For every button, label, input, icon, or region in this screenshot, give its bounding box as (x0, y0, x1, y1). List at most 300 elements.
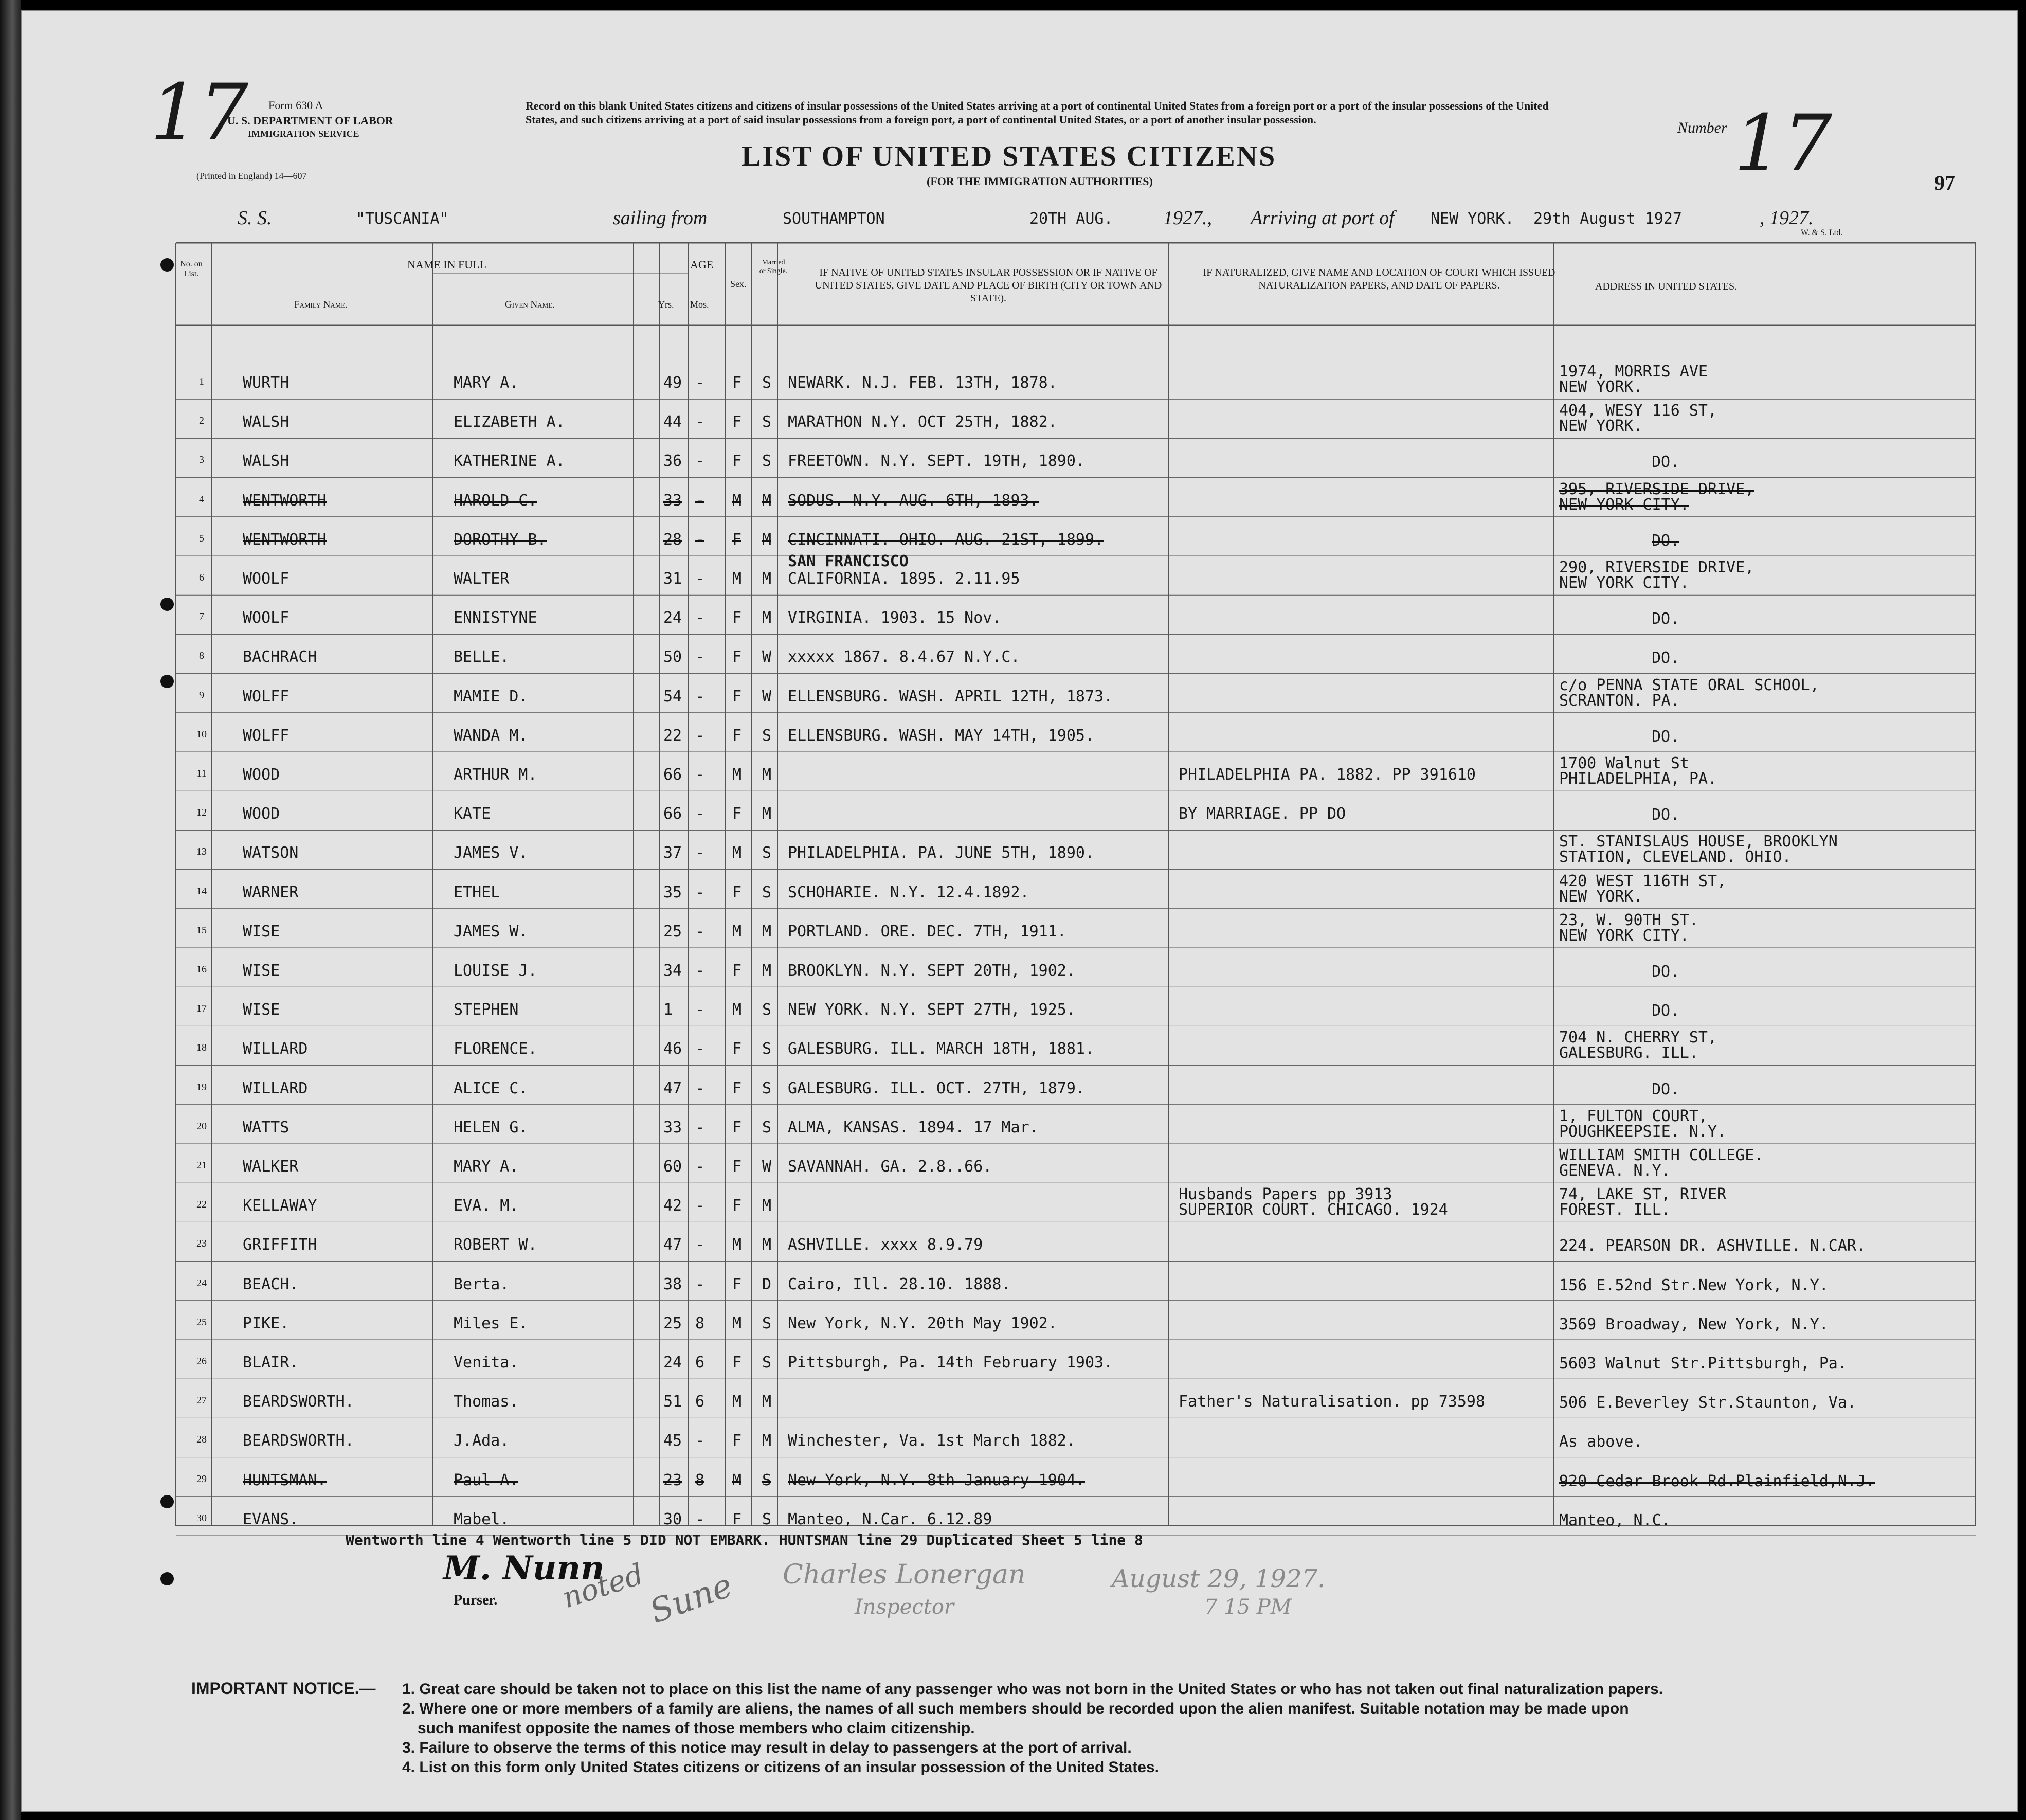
table-row (22, 518, 2017, 557)
cell-addr1: c/o PENNA STATE ORAL SCHOOL, (1559, 676, 1819, 694)
cell-yrs: 36 (663, 452, 682, 471)
cell-ms: M (762, 609, 772, 627)
cell-given: MAMIE D. (454, 687, 528, 706)
table-row (22, 675, 2017, 714)
table-row (22, 1145, 2017, 1184)
cell-family: HUNTSMAN. (243, 1471, 327, 1489)
cell-no: 18 (196, 1042, 207, 1054)
table-row (22, 479, 2017, 518)
cell-birth: SCHOHARIE. N.Y. 12.4.1892. (788, 883, 1029, 902)
cell-given: FLORENCE. (454, 1040, 537, 1058)
cell-addr1: 1700 Walnut St (1559, 754, 1689, 772)
cell-addr2: DO. (1652, 806, 1680, 824)
cell-family: WOOLF (243, 609, 290, 627)
col-sex: Sex. (730, 279, 747, 289)
cell-ms: M (762, 922, 772, 941)
cell-yrs: 42 (663, 1197, 682, 1215)
cell-family: BEARDSWORTH. (243, 1432, 354, 1450)
printed-note: (Printed in England) 14—607 (196, 171, 307, 181)
cell-no: 2 (199, 415, 204, 427)
cell-mos: - (695, 530, 705, 549)
cell-no: 17 (196, 1003, 207, 1015)
cell-mos: - (695, 1118, 705, 1137)
table-row (22, 1380, 2017, 1419)
cell-given: ALICE C. (454, 1079, 528, 1097)
cell-birth: CINCINNATI. OHIO. AUG. 21ST, 1899. (788, 530, 1104, 549)
table-row (22, 1419, 2017, 1458)
cell-sex: F (732, 1040, 742, 1058)
cell-birth: VIRGINIA. 1903. 15 Nov. (788, 609, 1002, 627)
cell-family: KELLAWAY (243, 1197, 317, 1215)
cell-no: 3 (199, 454, 204, 466)
cell-ms: S (762, 1079, 772, 1097)
cell-family: GRIFFITH (243, 1236, 317, 1254)
cell-addr2: DO. (1652, 1002, 1680, 1020)
cell-addr1: 704 N. CHERRY ST, (1559, 1029, 1717, 1047)
cell-family: WATSON (243, 844, 299, 862)
cell-family: EVANS. (243, 1510, 299, 1528)
cell-sex: F (732, 1158, 742, 1176)
cell-mos: - (695, 1079, 705, 1097)
table-row (22, 1027, 2017, 1066)
cell-birth: MARATHON N.Y. OCT 25TH, 1882. (788, 413, 1057, 431)
sailing-from: SOUTHAMPTON (783, 210, 885, 228)
cell-ms: S (762, 1510, 772, 1528)
cell-sex: F (732, 609, 742, 627)
col-birth: IF NATIVE OF UNITED STATES INSULAR POSSESSION OR IF NATIVE OF UNITED STATES, GIVE DATE AND PLACE OF BIRTH (CITY OR TOWN AND STATE). (815, 267, 1162, 304)
cell-mos: - (695, 648, 705, 666)
col-age: AGE (690, 258, 714, 271)
table-row (22, 753, 2017, 792)
cell-ms: M (762, 491, 772, 510)
form-number: Form 630 A (268, 99, 323, 112)
cell-given: WALTER (454, 570, 510, 588)
cell-no: 11 (196, 768, 207, 779)
table-row (22, 439, 2017, 478)
table-row (22, 1302, 2017, 1341)
cell-yrs: 35 (663, 883, 682, 902)
cell-addr1: 1974, MORRIS AVE (1559, 363, 1708, 381)
cell-yrs: 31 (663, 570, 682, 588)
cell-family: WOOD (243, 805, 280, 823)
cell-yrs: 34 (663, 962, 682, 980)
cell-no: 19 (196, 1081, 207, 1093)
cell-birth: NEW YORK. N.Y. SEPT 27TH, 1925. (788, 1001, 1076, 1019)
cell-given: STEPHEN (454, 1001, 519, 1019)
number-label: Number (1677, 119, 1727, 136)
cell-sex: M (732, 1393, 742, 1411)
cell-no: 6 (199, 572, 204, 583)
cell-addr2: DO. (1652, 610, 1680, 628)
cell-sex: F (732, 962, 742, 980)
table-row (22, 1067, 2017, 1106)
cell-addr2: 506 E.Beverley Str.Staunton, Va. (1559, 1394, 1856, 1412)
sailing-from-label: sailing from (613, 207, 708, 229)
cell-yrs: 25 (663, 1314, 682, 1332)
cell-sex: M (732, 1236, 742, 1254)
cell-addr2: POUGHKEEPSIE. N.Y. (1559, 1122, 1727, 1141)
arrival-year: , 1927. (1760, 207, 1814, 229)
sheet-number-left: 17 (150, 68, 248, 157)
cell-no: 12 (196, 807, 207, 819)
cell-no: 10 (196, 728, 207, 740)
cell-given: ETHEL (454, 883, 500, 902)
cell-mos: - (695, 687, 705, 706)
cell-family: WISE (243, 962, 280, 980)
cell-family: WOLFF (243, 687, 290, 706)
cell-ms: S (762, 726, 772, 745)
cell-yrs: 37 (663, 844, 682, 862)
cell-no: 8 (199, 650, 204, 662)
cell-no: 21 (196, 1160, 207, 1171)
cell-family: WISE (243, 922, 280, 941)
purser-signature: M. Nunn (443, 1549, 605, 1588)
cell-mos: - (695, 922, 705, 941)
printer: W. & S. Ltd. (1801, 228, 1843, 237)
cell-addr2: FOREST. ILL. (1559, 1201, 1671, 1219)
cell-given: Mabel. (454, 1510, 510, 1528)
cell-yrs: 30 (663, 1510, 682, 1528)
cell-yrs: 23 (663, 1471, 682, 1489)
cell-mos: - (695, 1158, 705, 1176)
col-married-single: Married or Single. (759, 259, 788, 275)
cell-mos: - (695, 1275, 705, 1293)
cell-ms: M (762, 1393, 772, 1411)
cell-given: ENNISTYNE (454, 609, 537, 627)
cell-no: 4 (199, 493, 204, 505)
cell-mos: - (695, 374, 705, 392)
cell-sex: M (732, 1314, 742, 1332)
cell-sex: F (732, 1275, 742, 1293)
cell-mos: - (695, 413, 705, 431)
cell-given: LOUISE J. (454, 962, 537, 980)
cell-birth: CALIFORNIA. 1895. 2.11.95 (788, 570, 1020, 588)
cell-no: 25 (196, 1316, 207, 1328)
cell-birth: Winchester, Va. 1st March 1882. (788, 1432, 1076, 1450)
cell-no: 27 (196, 1395, 207, 1407)
time-stamp: 7 15 PM (1204, 1595, 1292, 1619)
sail-year: 1927., (1163, 207, 1212, 229)
cell-sex: F (732, 726, 742, 745)
cell-addr2: NEW YORK CITY. (1559, 574, 1689, 592)
cell-birth: xxxxx 1867. 8.4.67 N.Y.C. (788, 648, 1020, 666)
table-row (22, 871, 2017, 910)
cell-given: ROBERT W. (454, 1236, 537, 1254)
cell-no: 20 (196, 1120, 207, 1132)
cell-nat: Husbands Papers pp 3913 (1179, 1185, 1392, 1204)
cell-nat-2: SUPERIOR COURT. CHICAGO. 1924 (1179, 1201, 1448, 1219)
cell-ms: S (762, 844, 772, 862)
cell-given: BELLE. (454, 648, 510, 666)
cell-addr2: SCRANTON. PA. (1559, 691, 1680, 710)
col-no: No. on List. (180, 260, 203, 278)
cell-ms: M (762, 570, 772, 588)
cell-sex: M (732, 922, 742, 941)
form-title: LIST OF UNITED STATES CITIZENS (741, 140, 1277, 172)
cell-no: 9 (199, 689, 204, 701)
notice-item-2-continued: such manifest opposite the names of those members who claim citizenship. (418, 1720, 975, 1737)
cell-given: WANDA M. (454, 726, 528, 745)
footer-note: Wentworth line 4 Wentworth line 5 DID NOT EMBARK. HUNTSMAN line 29 Duplicated Sheet 5 line 8 (346, 1531, 1143, 1548)
cell-yrs: 22 (663, 726, 682, 745)
cell-ms: M (762, 530, 772, 549)
cell-ms: M (762, 1432, 772, 1450)
arrival-port: NEW YORK. (1431, 210, 1514, 228)
cell-addr2: 3569 Broadway, New York, N.Y. (1559, 1315, 1829, 1334)
cell-birth: Pittsburgh, Pa. 14th February 1903. (788, 1354, 1113, 1372)
notice-item-3: 3. Failure to observe the terms of this notice may result in delay to passengers at the port of arrival. (402, 1739, 1132, 1756)
col-given-name: Given Name. (505, 299, 555, 310)
cell-mos: - (695, 766, 705, 784)
cell-yrs: 25 (663, 922, 682, 941)
cell-sex: M (732, 844, 742, 862)
cell-yrs: 47 (663, 1236, 682, 1254)
cell-addr2: DO. (1652, 453, 1680, 472)
cell-addr1: ST. STANISLAUS HOUSE, BROOKLYN (1559, 833, 1838, 851)
cell-birth: Manteo, N.Car. 6.12.89 (788, 1510, 992, 1528)
inspector-name: Charles Lonergan (783, 1559, 1026, 1590)
cell-given: Berta. (454, 1275, 510, 1293)
table-row (22, 400, 2017, 439)
cell-ms: S (762, 1001, 772, 1019)
cell-sex: F (732, 648, 742, 666)
cell-sex: F (732, 530, 742, 549)
inspector-initials-signature: Sune (645, 1566, 737, 1631)
cell-given: HELEN G. (454, 1118, 528, 1137)
cell-yrs: 49 (663, 374, 682, 392)
cell-yrs: 44 (663, 413, 682, 431)
cell-ms: M (762, 1197, 772, 1215)
cell-sex: F (732, 1510, 742, 1528)
cell-ms: S (762, 413, 772, 431)
col-address: ADDRESS IN UNITED STATES. (1595, 281, 1738, 292)
cell-ms: S (762, 1471, 772, 1489)
cell-birth: GALESBURG. ILL. OCT. 27TH, 1879. (788, 1079, 1085, 1097)
cell-no: 16 (196, 964, 207, 975)
table-row (22, 792, 2017, 831)
table-row (22, 552, 2017, 596)
cell-sex: F (732, 452, 742, 471)
cell-no: 30 (196, 1512, 207, 1524)
cell-yrs: 60 (663, 1158, 682, 1176)
cell-mos: - (695, 1236, 705, 1254)
cell-family: BEARDSWORTH. (243, 1393, 354, 1411)
cell-given: JAMES V. (454, 844, 528, 862)
cell-family: WALSH (243, 413, 290, 431)
cell-ms: S (762, 1040, 772, 1058)
cell-mos: - (695, 1040, 705, 1058)
cell-ms: S (762, 374, 772, 392)
cell-birth: Cairo, Ill. 28.10. 1888. (788, 1275, 1011, 1293)
col-mos: Mos. (690, 299, 709, 310)
cell-mos: - (695, 962, 705, 980)
cell-addr1: 74, LAKE ST, RIVER (1559, 1185, 1727, 1204)
cell-given: KATE (454, 805, 491, 823)
cell-given: Venita. (454, 1354, 519, 1372)
cell-mos: - (695, 1510, 705, 1528)
form-subtitle: (FOR THE IMMIGRATION AUTHORITIES) (927, 175, 1153, 188)
cell-no: 5 (199, 532, 204, 544)
cell-family: BEACH. (243, 1275, 299, 1293)
cell-birth: ELLENSBURG. WASH. MAY 14TH, 1905. (788, 726, 1095, 745)
cell-birth: New York, N.Y. 8th January 1904. (788, 1471, 1085, 1489)
department: U. S. DEPARTMENT OF LABOR (227, 114, 393, 127)
cell-family: WALKER (243, 1158, 299, 1176)
cell-family: WENTWORTH (243, 530, 327, 549)
cell-given: JAMES W. (454, 922, 528, 941)
cell-yrs: 45 (663, 1432, 682, 1450)
cell-ms: S (762, 1118, 772, 1137)
cell-no: 24 (196, 1277, 207, 1289)
number-value: 17 (1734, 99, 1832, 188)
cell-addr1: 395, RIVERSIDE DRIVE, (1559, 480, 1754, 498)
cell-nat: PHILADELPHIA PA. 1882. PP 391610 (1179, 766, 1476, 784)
cell-family: BACHRACH (243, 648, 317, 666)
cell-yrs: 66 (663, 805, 682, 823)
cell-addr2: DO. (1652, 531, 1680, 550)
cell-addr2: GENEVA. N.Y. (1559, 1162, 1671, 1180)
cell-birth: SODUS. N.Y. AUG. 6TH, 1893. (788, 491, 1039, 510)
cell-addr2: Manteo, N.C. (1559, 1511, 1671, 1529)
notice-item-2: 2. Where one or more members of a family are aliens, the names of all such members should be recorded upon the alien manifest. Suitable notation may be made upon (402, 1700, 1629, 1717)
cell-birth: PHILADELPHIA. PA. JUNE 5TH, 1890. (788, 844, 1095, 862)
col-family-name: Family Name. (294, 299, 348, 310)
cell-given: KATHERINE A. (454, 452, 565, 471)
cell-birth: New York, N.Y. 20th May 1902. (788, 1314, 1057, 1332)
cell-addr2: 920 Cedar Brook Rd.Plainfield,N.J. (1559, 1472, 1875, 1490)
cell-addr1: 23, W. 90TH ST. (1559, 911, 1698, 929)
cell-yrs: 54 (663, 687, 682, 706)
cell-sex: M (732, 766, 742, 784)
cell-yrs: 38 (663, 1275, 682, 1293)
cell-birth: SAVANNAH. GA. 2.8..66. (788, 1158, 992, 1176)
cell-yrs: 47 (663, 1079, 682, 1097)
cell-nat: Father's Naturalisation. pp 73598 (1179, 1393, 1486, 1411)
cell-ms: W (762, 648, 772, 666)
cell-addr2: PHILADELPHIA, PA. (1559, 770, 1717, 788)
cell-family: WILLARD (243, 1040, 308, 1058)
cell-addr2: 224. PEARSON DR. ASHVILLE. N.CAR. (1559, 1237, 1866, 1255)
cell-ms: S (762, 452, 772, 471)
cell-mos: - (695, 1197, 705, 1215)
table-row (22, 1223, 2017, 1262)
ss-label: S. S. (238, 207, 272, 229)
cell-family: WURTH (243, 374, 290, 392)
cell-family: WILLARD (243, 1079, 308, 1097)
binding-edge (0, 0, 21, 1820)
cell-sex: M (732, 1001, 742, 1019)
cell-birth: ALMA, KANSAS. 1894. 17 Mar. (788, 1118, 1039, 1137)
cell-mos: - (695, 883, 705, 902)
table-row (22, 988, 2017, 1027)
cell-mos: - (695, 1432, 705, 1450)
table-row (22, 1184, 2017, 1223)
inspector-date: August 29, 1927. (1112, 1564, 1326, 1593)
cell-no: 7 (199, 611, 204, 623)
cell-no: 23 (196, 1238, 207, 1250)
col-yrs: Yrs. (658, 299, 674, 310)
cell-given: J.Ada. (454, 1432, 510, 1450)
cell-addr1: 420 WEST 116TH ST, (1559, 872, 1727, 890)
cell-sex: F (732, 1197, 742, 1215)
cell-yrs: 33 (663, 491, 682, 510)
notice-item-1: 1. Great care should be taken not to place on this list the name of any passenger who was not born in the United States or who has not taken out final naturalization papers. (402, 1681, 1663, 1698)
cell-mos: 8 (695, 1471, 705, 1489)
cell-addr2: NEW YORK. (1559, 887, 1643, 906)
cell-given: ELIZABETH A. (454, 413, 565, 431)
cell-addr2: As above. (1559, 1433, 1643, 1451)
cell-birth: FREETOWN. N.Y. SEPT. 19TH, 1890. (788, 452, 1085, 471)
cell-no: 22 (196, 1199, 207, 1211)
cell-no: 26 (196, 1356, 207, 1367)
notice-item-4: 4. List on this form only United States citizens or citizens of an insular possession of the United States. (402, 1759, 1159, 1776)
purser-label: Purser. (454, 1592, 498, 1608)
cell-addr1: 1, FULTON COURT, (1559, 1107, 1708, 1125)
cell-ms: M (762, 1236, 772, 1254)
arriving-label: Arriving at port of (1251, 207, 1395, 229)
cell-sex: F (732, 413, 742, 431)
record-text: Record on this blank United States citizens and citizens of insular possessions of the United States arriving at a port of continental United States from a foreign port or a port of the insular possessions of the United States, and such citizens arriving at a port of said insular possessions from a foreign port, a port of continental United States, or a port of another insular possession. (526, 99, 1549, 126)
manifest-sheet (21, 10, 2018, 1812)
cell-ms: W (762, 1158, 772, 1176)
cell-sex: F (732, 1079, 742, 1097)
cell-ms: M (762, 766, 772, 784)
cell-mos: - (695, 805, 705, 823)
col-naturalized: IF NATURALIZED, GIVE NAME AND LOCATION OF COURT WHICH ISSUED NATURALIZATION PAPERS, AND DATE OF PAPERS. (1203, 267, 1555, 291)
cell-ms: S (762, 1354, 772, 1372)
table-row (22, 635, 2017, 674)
table-row (22, 1106, 2017, 1145)
cell-sex: F (732, 1354, 742, 1372)
arrival-date: 29th August 1927 (1533, 210, 1682, 228)
cell-addr2: DO. (1652, 649, 1680, 668)
cell-given: DOROTHY B. (454, 530, 547, 549)
service: IMMIGRATION SERVICE (248, 129, 359, 139)
table-row (22, 714, 2017, 753)
cell-yrs: 33 (663, 1118, 682, 1137)
cell-mos: 8 (695, 1314, 705, 1332)
cell-birth: NEWARK. N.J. FEB. 13TH, 1878. (788, 374, 1057, 392)
cell-given: Thomas. (454, 1393, 519, 1411)
cell-family: PIKE. (243, 1314, 290, 1332)
cell-mos: 6 (695, 1354, 705, 1372)
cell-family: BLAIR. (243, 1354, 299, 1372)
cell-given: MARY A. (454, 1158, 519, 1176)
cell-family: WALSH (243, 452, 290, 471)
cell-addr1: 290, RIVERSIDE DRIVE, (1559, 558, 1754, 576)
cell-mos: - (695, 1001, 705, 1019)
cell-birth: PORTLAND. ORE. DEC. 7TH, 1911. (788, 922, 1066, 941)
table-row (22, 949, 2017, 988)
cell-family: WOLFF (243, 726, 290, 745)
cell-addr1: 404, WESY 116 ST, (1559, 402, 1717, 420)
cell-birth-above: SAN FRANCISCO (788, 552, 909, 570)
cell-no: 13 (196, 846, 207, 858)
cell-mos: - (695, 491, 705, 510)
cell-ms: S (762, 883, 772, 902)
table-row (22, 1498, 2017, 1537)
cell-given: MARY A. (454, 374, 519, 392)
cell-sex: M (732, 491, 742, 510)
cell-ms: M (762, 962, 772, 980)
table-row (22, 910, 2017, 949)
cell-no: 1 (199, 376, 204, 387)
cell-family: WARNER (243, 883, 299, 902)
cell-mos: - (695, 570, 705, 588)
cell-family: WATTS (243, 1118, 290, 1137)
cell-addr2: NEW YORK CITY. (1559, 495, 1689, 514)
cell-sex: M (732, 570, 742, 588)
